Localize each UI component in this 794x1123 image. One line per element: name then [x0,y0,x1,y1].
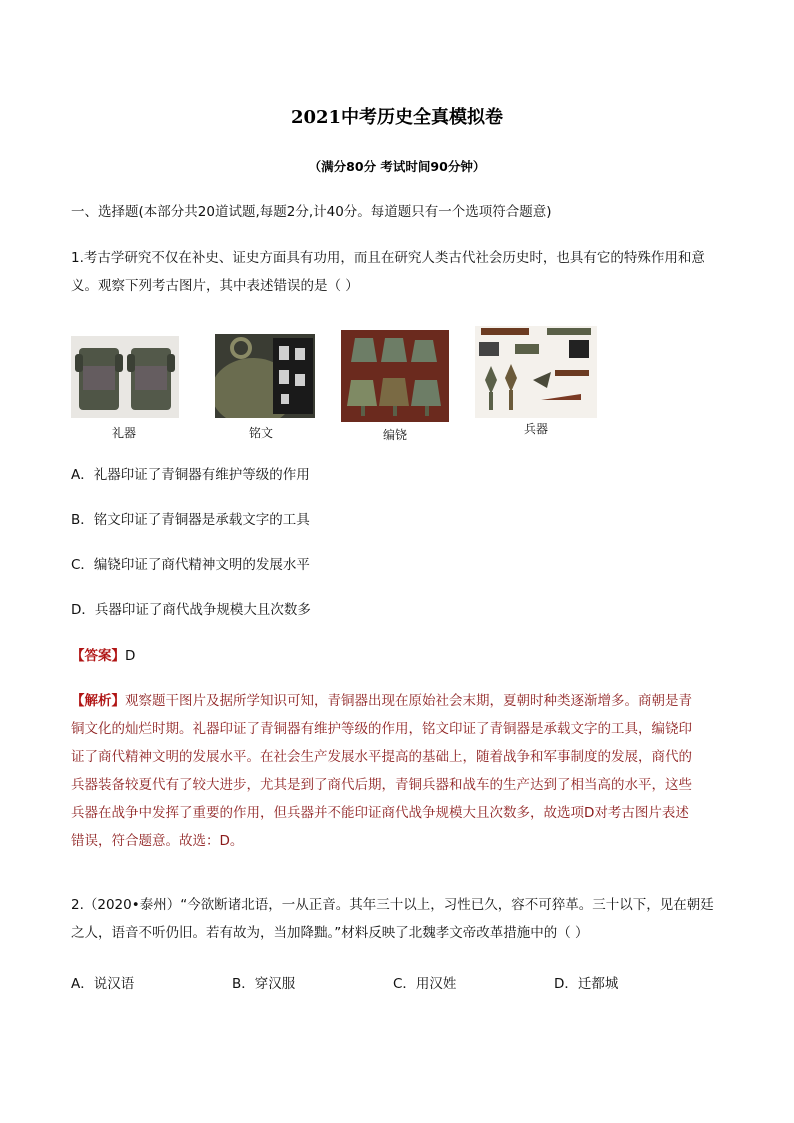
section-heading: 一、选择题(本部分共20道试题,每题2分,计40分。每道题只有一个选项符合题意) [71,204,552,220]
page-title: 2021中考历史全真模拟卷 [290,107,504,128]
analysis-text-1: 观察题干图片及据所学知识可知，青铜器出现在原始社会末期，夏朝时种类逐渐增多。商朝是青 [125,693,692,709]
figure-caption-weapons: 兵器 [524,422,549,436]
q2-stem-line2: 之人，语音不听仍旧。若有故为，当加降黜。”材料反映了北魏孝文帝改革措施中的（ ） [71,925,589,941]
q2-option-d: D．迁都城 [554,976,619,992]
page-subtitle: （满分80分 考试时间90分钟） [308,159,486,174]
q1-option-b: B．铭文印证了青铜器是承载文字的工具 [71,512,310,528]
analysis-label: 【解析】 [71,693,125,709]
q2-option-a: A．说汉语 [71,976,135,992]
q1-answer [71,646,731,666]
answer-label: 【答案】 [71,648,125,664]
figure-caption-inscription: 铭文 [249,426,274,440]
q2-stem-line1: 2.（2020•泰州）“今欲断诸北语，一从正音。其年三十以上，习性已久，容不可猝革。三十以下，见在朝廷 [71,897,714,913]
q2-option-b: B．穿汉服 [232,976,296,992]
q1-stem-line1: 1.考古学研究不仅在补史、证史方面具有功用，而且在研究人类古代社会历史时，也具有它的特殊作用和意 [71,250,705,266]
bells-image [341,330,449,422]
q2-option-c: C．用汉姓 [393,976,457,992]
q1-analysis-line5: 兵器在战争中发挥了重要的作用，但兵器并不能印证商代战争规模大且次数多，故选项D对考古图片表述 [71,805,689,821]
weapons-image [475,326,597,418]
figure-caption-bells: 编铙 [383,428,408,442]
q1-analysis-line3: 证了商代精神文明的发展水平。在社会生产发展水平提高的基础上，随着战争和军事制度的发展，商代的 [71,749,692,765]
figure-caption-ritual: 礼器 [112,426,137,440]
answer-value: D [125,648,136,664]
q1-option-c: C．编铙印证了商代精神文明的发展水平 [71,557,310,573]
q1-analysis-line1 [71,691,731,711]
q1-analysis-line6: 错误，符合题意。故选：D。 [71,833,244,849]
ritual-vessel-image [71,336,179,418]
q1-option-a: A．礼器印证了青铜器有维护等级的作用 [71,467,310,483]
q1-analysis-line2: 铜文化的灿烂时期。礼器印证了青铜器有维护等级的作用，铭文印证了青铜器是承载文字的工具，编铙印 [71,721,692,737]
inscription-image [215,334,315,418]
q1-option-d: D．兵器印证了商代战争规模大且次数多 [71,602,311,618]
q1-stem-line2: 义。观察下列考古图片，其中表述错误的是（ ） [71,278,359,294]
q1-analysis-line4: 兵器装备较夏代有了较大进步，尤其是到了商代后期，青铜兵器和战车的生产达到了相当高的水平，这些 [71,777,692,793]
